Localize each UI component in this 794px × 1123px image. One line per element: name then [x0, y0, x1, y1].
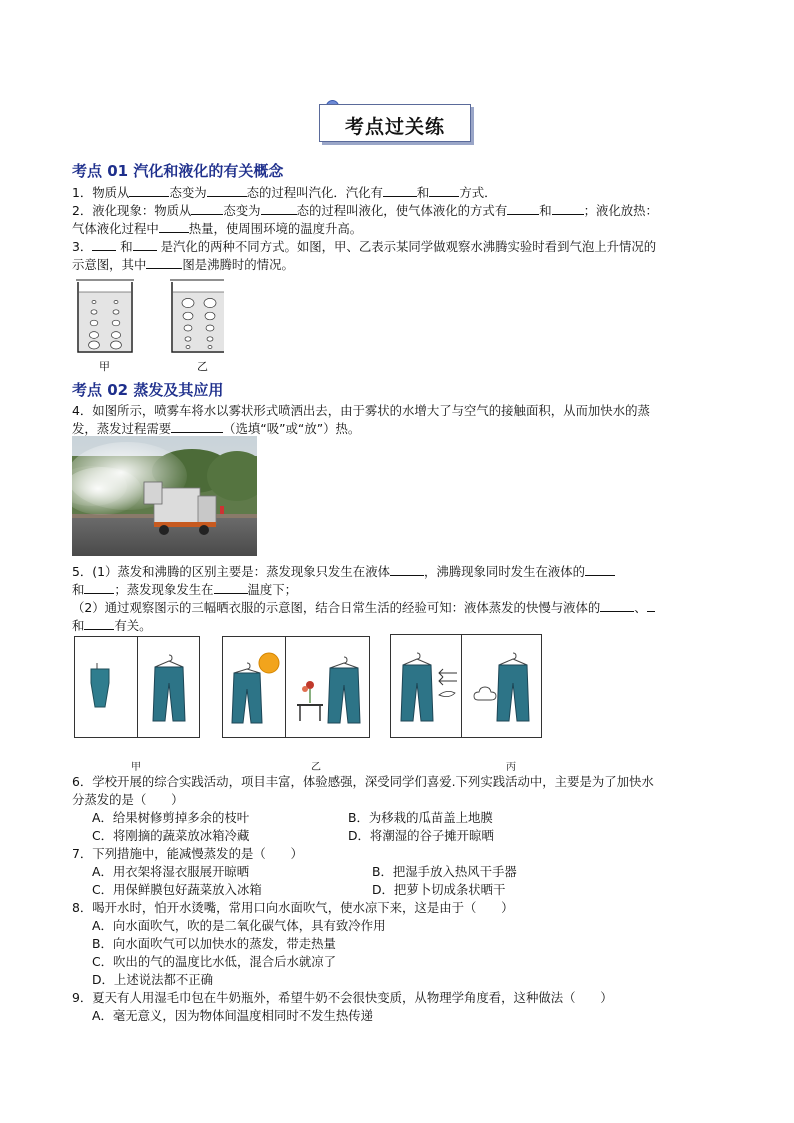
question-7: 7．下列措施中，能减慢蒸发的是（ ）: [72, 846, 303, 861]
blank: [171, 420, 223, 433]
question-5-part2-cont: 和 有关。: [72, 618, 152, 633]
blank: [214, 581, 248, 594]
q6-option-c: C．将刚摘的蔬菜放冰箱冷藏: [92, 828, 250, 843]
q6-option-a: A．给果树修剪掉多余的枝叶: [92, 810, 250, 825]
question-3-cont: 示意图，其中 图是沸腾时的情况。: [72, 257, 294, 272]
question-5-part2: （2）通过观察图示的三幅晒衣服的示意图，结合日常生活的经验可知：液体蒸发的快慢与液体的 、: [72, 599, 655, 617]
section2-heading: 考点 02 蒸发及其应用: [72, 381, 224, 399]
question-2-cont: 气体液化过程中 热量，使周围环境的温度升高。: [72, 221, 363, 236]
figure-label-yi: 乙: [197, 360, 208, 373]
hanging-pants-icon: [399, 651, 435, 725]
blank: [146, 256, 182, 269]
blank: [84, 581, 114, 594]
wind-arrows-icon: [435, 665, 459, 705]
blank: [92, 238, 116, 251]
blank: [507, 202, 539, 215]
blank: [207, 184, 247, 197]
question-4: 4．如图所示，喷雾车将水以雾状形式喷洒出去，由于雾状的水增大了与空气的接触面积，从而加快水的蒸: [72, 403, 650, 418]
drying-panel-yi: [222, 636, 370, 738]
section1-heading: 考点 01 汽化和液化的有关概念: [72, 162, 284, 180]
q6-option-d: D．将潮湿的谷子摊开晾晒: [348, 828, 494, 843]
panel-divider: [285, 637, 286, 737]
blank: [261, 202, 297, 215]
question-6-cont: 分蒸发的是（ ）: [72, 792, 184, 807]
blank: [647, 599, 655, 612]
spray-truck-photo: [72, 436, 257, 556]
folded-pants-icon: [87, 661, 113, 711]
q8-option-a: A．向水面吹气，吹的是二氧化碳气体，具有致冷作用: [92, 918, 386, 933]
question-1: 1．物质从 态变为 态的过程叫汽化．汽化有 和 方式．: [72, 185, 497, 200]
hanging-pants-icon: [495, 651, 531, 725]
figure-label-jia: 甲: [99, 360, 110, 373]
blank: [585, 563, 615, 576]
beaker-jia: [76, 280, 134, 352]
spray-truck-illustration: [72, 436, 257, 556]
blank: [129, 184, 169, 197]
blank: [429, 184, 459, 197]
blank: [133, 238, 157, 251]
panel-divider: [137, 637, 138, 737]
cloud-icon: [473, 685, 497, 703]
question-9: 9．夏天有人用湿毛巾包在牛奶瓶外，希望牛奶不会很快变质，从物理学角度看，这种做法（ ）: [72, 990, 613, 1005]
beaker-figure: [74, 278, 224, 356]
blank: [191, 202, 223, 215]
q8-option-d: D．上述说法都不正确: [92, 972, 214, 987]
question-8: 8．喝开水时，怕开水烫嘴，常用口向水面吹气，使水凉下来，这是由于（ ）: [72, 900, 514, 915]
q7-option-c: C．用保鲜膜包好蔬菜放入冰箱: [92, 882, 262, 897]
table-flower-icon: [295, 679, 325, 723]
question-5-cont: 和 ；蒸发现象发生在 温度下；: [72, 582, 298, 597]
panel-divider: [461, 635, 462, 737]
title-box: [319, 104, 471, 142]
q9-option-a: A．毫无意义，因为物体间温度相同时不发生热传递: [92, 1008, 374, 1023]
panel-label-jia: 甲: [131, 762, 141, 773]
question-6: 6．学校开展的综合实践活动，项目丰富，体验感强，深受同学们喜爱.下列实践活动中，主要是为了加快水: [72, 774, 654, 789]
blank: [159, 220, 189, 233]
question-2: 2．液化现象：物质从 态变为 态的过程叫液化，使气体液化的方式有 和 ；液化放热：: [72, 203, 658, 218]
panel-label-yi: 乙: [311, 762, 321, 773]
hanging-pants-icon: [327, 655, 361, 727]
question-3: 3． 和 是汽化的两种不同方式。如图，甲、乙表示某同学做观察水沸腾实验时看到气泡上升情况的: [72, 239, 657, 254]
question-4-cont: 发，蒸发过程需要 （选填“吸”或“放”）热。: [72, 421, 361, 436]
drying-panel-bing: [390, 634, 542, 738]
blank: [552, 202, 584, 215]
blank: [390, 563, 424, 576]
hanging-pants-icon: [231, 661, 263, 727]
q8-option-b: B．向水面吹气可以加快水的蒸发，带走热量: [92, 936, 336, 951]
q8-option-c: C．吹出的气的温度比水低，混合后水就凉了: [92, 954, 337, 969]
q7-option-a: A．用衣架将湿衣服展开晾晒: [92, 864, 250, 879]
q7-option-b: B．把湿手放入热风干手器: [372, 864, 517, 879]
question-5: 5．(1）蒸发和沸腾的区别主要是：蒸发现象只发生在液体 ，沸腾现象同时发生在液体的: [72, 563, 615, 581]
page-title: 考点过关练: [344, 116, 445, 138]
beaker-yi: [170, 280, 224, 352]
hanging-pants-icon: [151, 653, 187, 725]
q6-option-b: B．为移栽的瓜苗盖上地膜: [348, 810, 493, 825]
blank: [84, 617, 114, 630]
drying-panel-jia: [74, 636, 200, 738]
blank: [383, 184, 417, 197]
panel-label-bing: 丙: [506, 762, 516, 773]
blank: [600, 599, 634, 612]
q7-option-d: D．把萝卜切成条状晒干: [372, 882, 506, 897]
